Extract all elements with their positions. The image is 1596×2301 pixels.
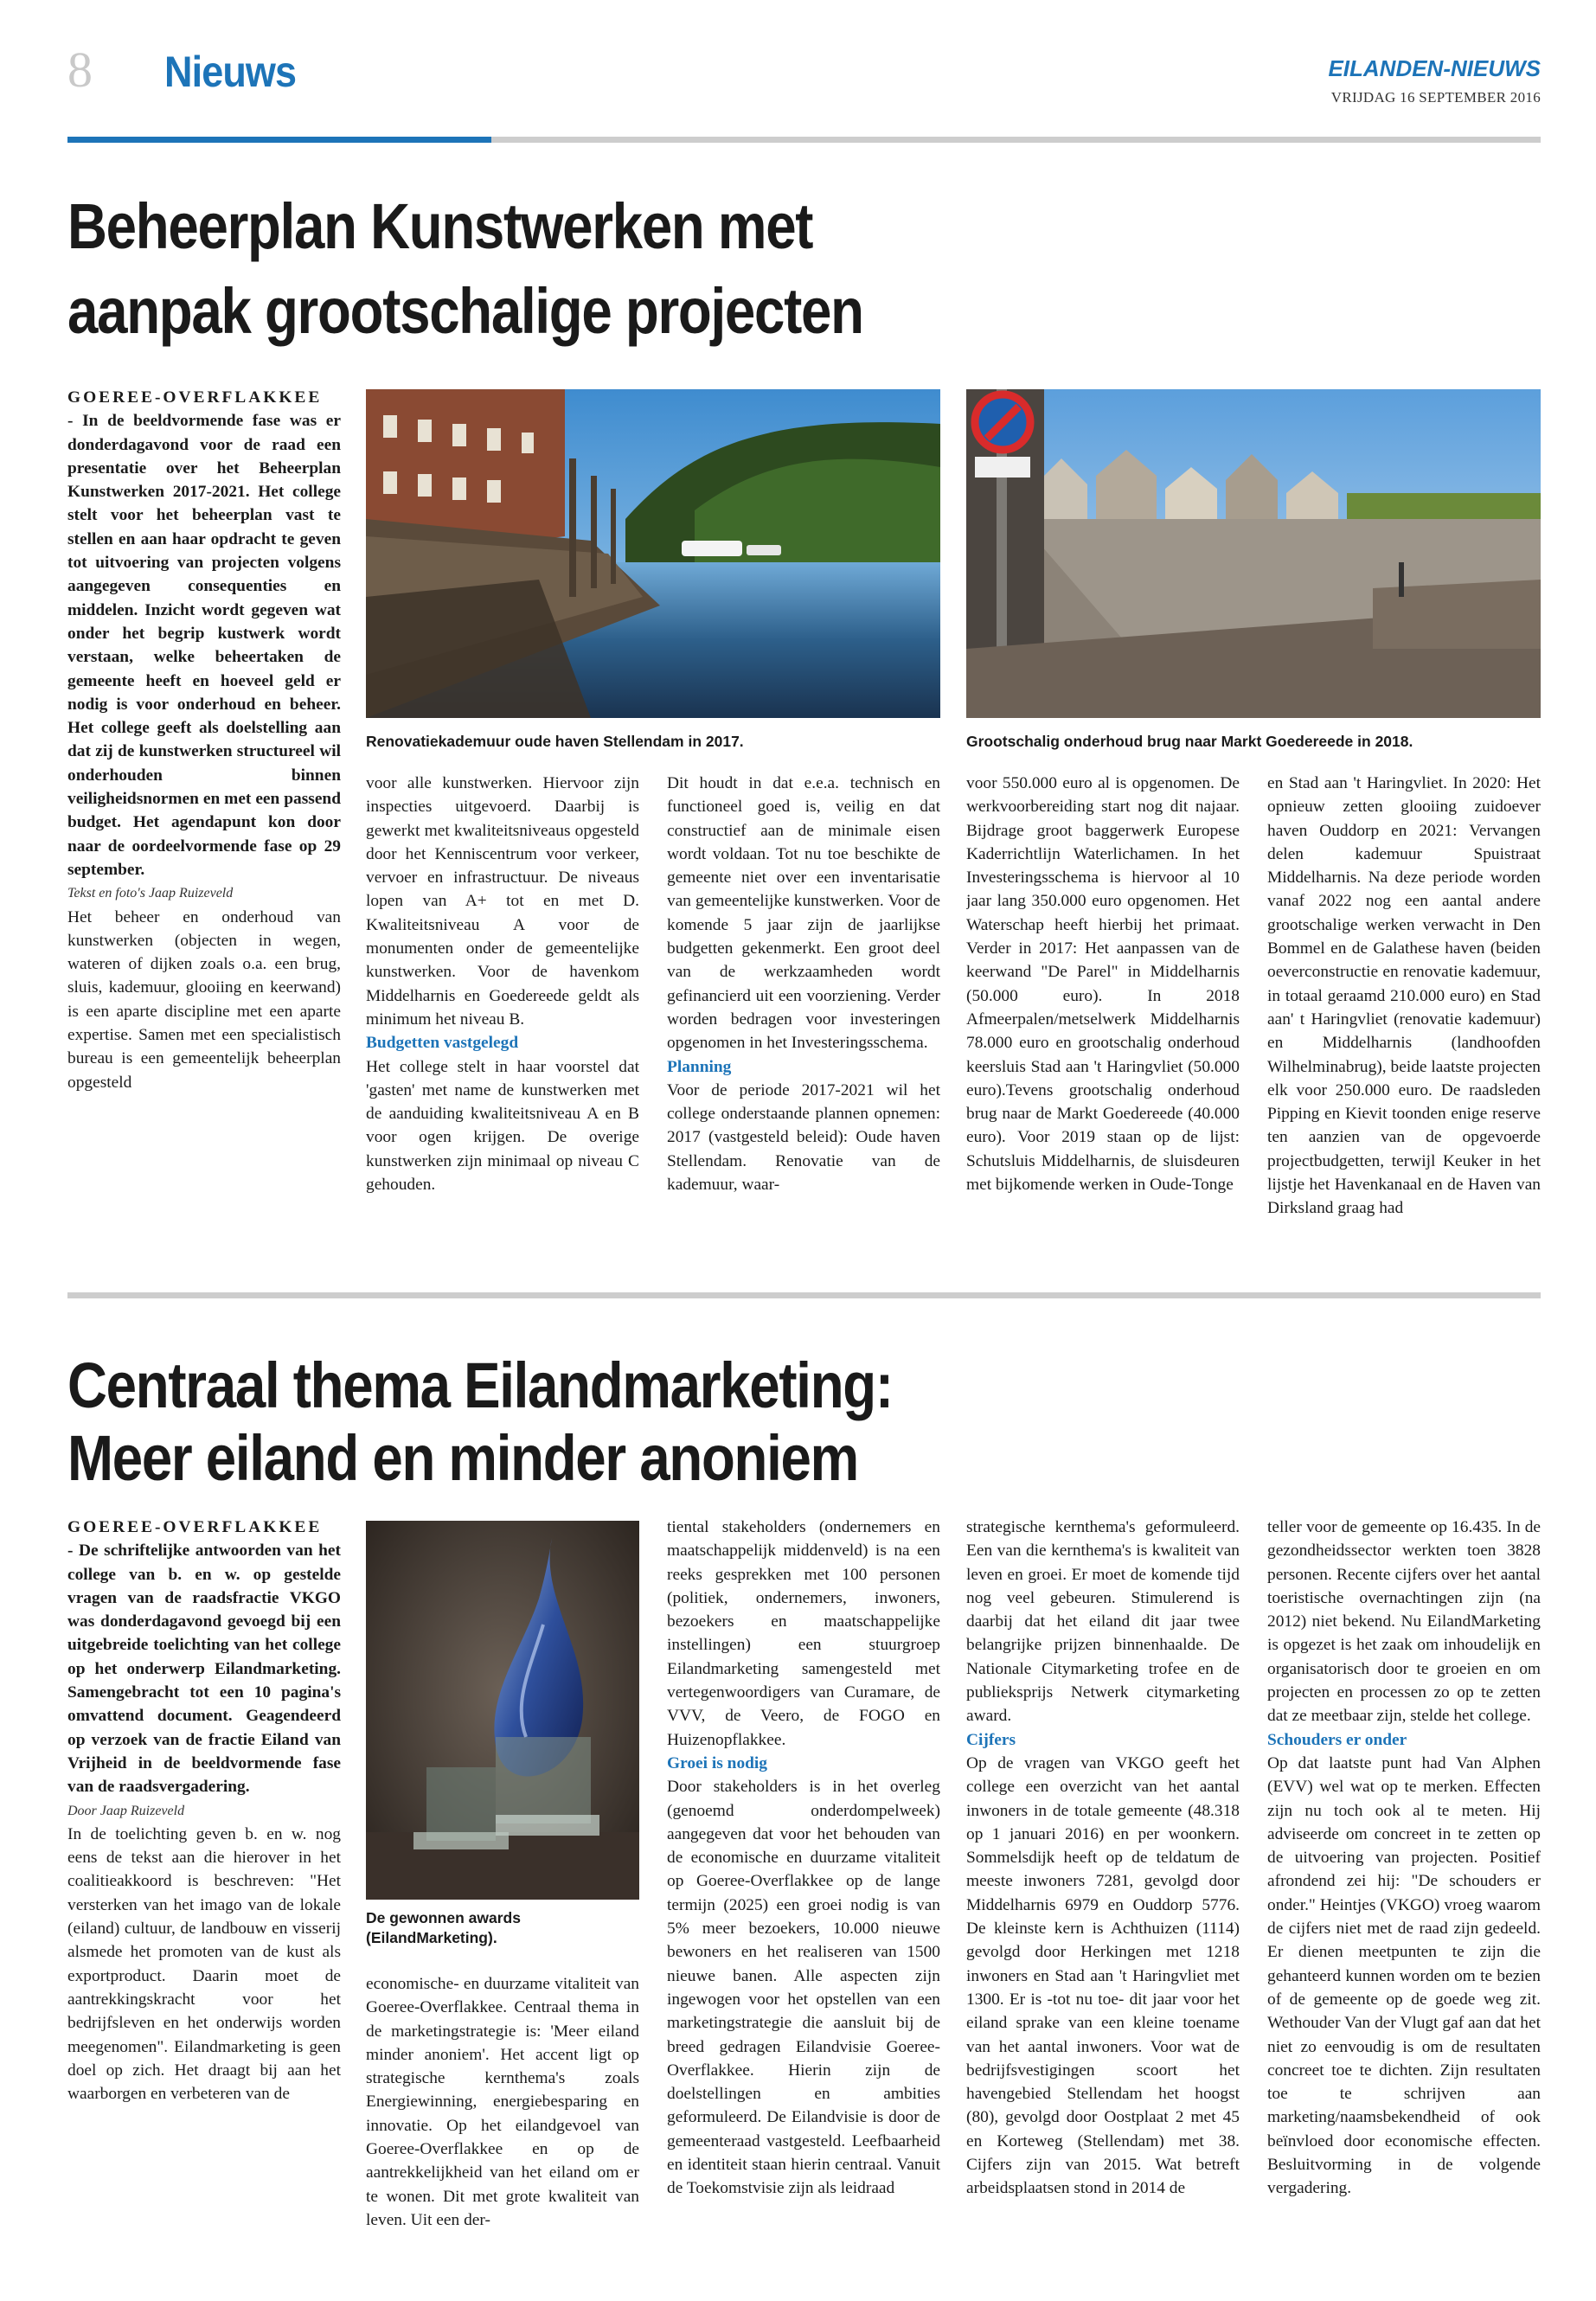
lead-paragraph: - In de beeldvormende fase was er donderdagavond voor de raad een presentatie over het Beheerplan Kunstwerken 2017-2021. Het college stelt voor het beheerplan vast te stellen en aan haar opdracht te geven tot uitvoering van projecten volgens aangegeven consequenties en middelen. Inzicht wordt gegeven wat onder het begrip kustwerk wordt verstaan, welke beheertaken de gemeente heeft en hoeveel geld er nodig is voor onderhoud en beheer. Het college geeft als doelstelling aan dat zij de kunstwerken structureel wil onderhouden binnen veiligheidsnormen en met een passend budget. Het agendapunt kon door naar de oordeelvormende fase op 29 september. (67, 412, 341, 879)
subheading-planning: Planning (667, 1057, 732, 1076)
issue-date: VRIJDAG 16 SEPTEMBER 2016 (1330, 89, 1541, 106)
body-paragraph: tiental stakeholders (ondernemers en maatschappelijk middenveld) is na een reeks gesprekken met 100 personen (politiek, ondernemers, inwoners, bezoekers en maatschappelijke instellingen) een stuurgroep Eilandmarketing samengesteld met vertegenwoordigers van Curamare, de VVV, de Veero, de FOGO en Huizenopflakkee. (667, 1518, 940, 1749)
body-paragraph: economische- en duurzame vitaliteit van Goeree-Overflakkee. Centraal thema in de marketingstrategie is: 'Meer eiland minder anoniem'. Het accent ligt op strategische kernthema's zoals Energiewinning, energiebesparing en innovatie. Op het eilandgevoel van Goeree-Overflakkee en op de aantrekkelijkheid van het eiland om er te wonen. Dit met grote kwaliteit van leven. Uit een der- (366, 1975, 639, 2229)
headline-line1: Centraal thema Eilandmarketing: (67, 1349, 893, 1421)
article2-column-3 (667, 1516, 940, 2268)
body-paragraph: Door stakeholders is in het overleg (genoemd onderdompelweek) aangegeven dat voor het behouden van de economische en duurzame vitaliteit op Goeree-Overflakkee op de lange termijn (2025) een groei nodig is van 5% meer bezoekers, 10.000 nieuwe bewoners en het realiseren van 1500 nieuwe banen. Alle aspecten zijn ingewogen voor het opstellen van een marketingstrategie die aansluit bij de breed gedragen Eilandvisie Goeree-Overflakkee. Hierin zijn de doelstellingen en ambities geformuleerd. De Eilandvisie is door de gemeenteraad vastgesteld. Leefbaarheid en identiteit staan hierin centraal. Vanuit de Toekomstvisie zijn als leidraad (667, 1778, 940, 2198)
article1-column-1 (67, 386, 341, 1254)
body-paragraph: strategische kernthema's geformuleerd. Een van die kernthema's is kwaliteit van leven en groei. Er moet de komende tijd nog veel gebeuren. Stimulerend is daarbij dat het eiland dit jaar twee belangrijke prijzen binnenhaalde. De Nationale Citymarketing trofee en de publieksprijs Netwerk citymarketing award. (966, 1518, 1240, 1726)
body-paragraph: voor alle kunstwerken. Hiervoor zijn inspecties uitgevoerd. Daarbij is gewerkt met kwaliteitsniveaus opgesteld door het Kenniscentrum voor verkeer, vervoer en infrastructuur. De niveaus lopen van A+ tot en met D. Kwaliteitsniveau A voor de monumenten onder de gemeentelijke kunstwerken. Voor de havenkom Middelharnis en Goedereede geldt als minimum het niveau B. (366, 774, 639, 1029)
dateline: GOEREE-OVERFLAKKEE (67, 1518, 323, 1536)
article1-column-3 (667, 772, 940, 1256)
article2-column-4 (966, 1516, 1240, 2268)
subheading-schouders: Schouders er onder (1267, 1730, 1407, 1749)
body-paragraph: In de toelichting geven b. en w. nog eens de tekst aan die hierover in het coalitieakkoord is beschreven: "Het versterken van het imago van de lokale (eiland) cultuur, de landbouw en visserij alsmede het promoten van de kust als exportproduct. Daarin moet de aantrekkingskracht voor het bedrijfsleven en het onderwijs worden meegenomen". Eilandmarketing is geen doel op zich. Het draagt bij aan het waarborgen en verbeteren van de (67, 1824, 341, 2104)
article1-column-4 (966, 772, 1240, 1256)
subheading-budgetten: Budgetten vastgelegd (366, 1034, 519, 1053)
article2-column-5 (1267, 1516, 1541, 2268)
headline-line1: Beheerplan Kunstwerken met (67, 190, 813, 262)
photo-stellendam-harbour (366, 389, 940, 718)
section-title: Nieuws (164, 48, 297, 96)
body-paragraph: Op dat laatste punt had Van Alphen (EVV) wel wat op te merken. Effecten zijn nu toch ook al te meten. Hij adviseerde om concreet in te zetten op de uitvoering van projecten. Positief afrondend zei hij: "De schouders er onder." Heintjes (VKGO) vroeg waarom de cijfers niet met de raad zijn gedeeld. Er dienen meetpunten te zijn die gehanteerd kunnen worden om te bezien of de gemeente op de goede weg zit. Wethouder Van der Vlugt gaf aan dat het niet zo eenvoudig is om de resultaten concreet toe te dichten. Zijn resultaten toe te schrijven aan marketing/naamsbekendheid of ook beïnvloed door economische effecten. Besluitvorming in de volgende vergadering. (1267, 1753, 1541, 2198)
masthead-logo: EILANDEN-NIEUWS (1328, 55, 1541, 81)
photo-awards-caption: De gewonnen awards (EilandMarketing). (366, 1909, 521, 1946)
byline: Tekst en foto's Jaap Ruizeveld (67, 886, 234, 901)
header-rule-accent (67, 137, 491, 143)
headline-line2: aanpak grootschalige projecten (67, 275, 863, 347)
article1-column-5 (1267, 772, 1541, 1256)
photo2-caption: Grootschalig onderhoud brug naar Markt Goedereede in 2018. (966, 733, 1413, 750)
photo1-caption: Renovatiekademuur oude haven Stellendam in 2017. (366, 733, 744, 750)
body-paragraph: Het college stelt in haar voorstel dat 'gasten' met name de kunstwerken met de aanduiding kwaliteitsniveau A en B voor ogen krijgen. De overige kunstwerken zijn minimaal op niveau C gehouden. (366, 1057, 639, 1195)
body-paragraph: en Stad aan 't Haringvliet. In 2020: Het opnieuw zetten glooiing zuidoever haven Ouddorp en 2021: Vervangen delen kademuur Spuistraat Middelharnis. Na deze periode worden vanaf 2022 nog een aantal andere grootschalige werken verwacht in Den Bommel en de Galathese haven (beiden oeverconstructie en renovatie kademuur, in totaal geraamd 210.000 euro) en Stad aan' t Haringvliet (renovatie kademuur) en Middelharnis (landhoofden Wilhelminabrug), beide laatste projecten elk voor 250.000 euro. De raadsleden Pipping en Kievit toonden enige reserve ten aanzien van de opgevoerde projectbudgetten, terwijl Keuker in het lijstje het Havenkanaal en de Haven van Dirksland graag had (1267, 774, 1541, 1218)
body-paragraph: Het beheer en onderhoud van kunstwerken (objecten in wegen, wateren of dijken zoals o.a. een brug, sluis, kademuur, glooiing en keerwand) is een aparte discipline met een aparte expertise. Samen met een specialistisch bureau is een gemeentelijk beheerplan opgesteld (67, 907, 341, 1092)
article2-column-1 (67, 1516, 341, 2268)
body-paragraph: Voor de periode 2017-2021 wil het college onderstaande plannen opnemen: 2017 (vastgesteld beleid): Oude haven Stellendam. Renovatie van de kademuur, waar- (667, 1080, 940, 1195)
body-paragraph: Op de vragen van VKGO geeft het college een overzicht van het aantal inwoners in de totale gemeente (48.318 op 1 januari 2016) en per woonkern. Sommelsdijk heeft op de teldatum de meeste inwoners 7281, gevolgd door Middelharnis 6979 en Ouddorp 5776. De kleinste kern is Achthuizen (1114) gevolgd door Herkingen met 1218 inwoners en Stad aan 't Haringvliet met 1300. Er is -tot nu toe- dit jaar voor het eiland sprake van een kleine toename van het aantal inwoners. Voor wat de bedrijfsvestigingen scoort het havengebied Stellendam het hoogst (80), gevolgd door Oostplaat 2 met 45 en Korteweg (Stellendam) met 38. Cijfers zijn van 2015. Wat betreft arbeidsplaatsen stond in 2014 de (966, 1753, 1240, 2198)
lead-paragraph: - De schriftelijke antwoorden van het college van b. en w. op gestelde vragen van de raadsfractie VKGO was donderdagavond gevoegd bij een uitgebreide toelichting van het college op het onderwerp Eilandmarketing. Samengebracht tot een 10 pagina's omvattend document. Geagendeerd op verzoek van de fractie Eiland van Vrijheid in de beeldvormende fase van de raadsvergadering. (67, 1541, 341, 1797)
subheading-groei: Groei is nodig (667, 1753, 768, 1772)
page-number: 8 (67, 42, 93, 98)
dateline: GOEREE-OVERFLAKKEE (67, 388, 323, 407)
photo-awards (366, 1521, 639, 1900)
article-divider (67, 1292, 1541, 1298)
article2-column-2 (366, 1972, 639, 2266)
body-paragraph: Dit houdt in dat e.e.a. technisch en functioneel goed is, veilig en dat constructief aan de minimale eisen wordt voldaan. Tot nu toe beschikte de gemeente niet over een inventarisatie van gemeentelijke kunstwerken. Voor de komende 5 jaar zijn de jaarlijkse budgetten gekenmerkt. Een groot deel van de werkzaamheden wordt gefinancierd uit een voorziening. Verder worden bedragen voor investeringen opgenomen in het Investeringsschema. (667, 774, 940, 1053)
headline-line2: Meer eiland en minder anoniem (67, 1422, 858, 1494)
byline: Door Jaap Ruizeveld (67, 1803, 185, 1818)
article1-column-2 (366, 772, 639, 1256)
subheading-cijfers: Cijfers (966, 1730, 1016, 1749)
body-paragraph: teller voor de gemeente op 16.435. In de gezondheidssector werkten toen 3828 personen. Recente cijfers over het aantal toeristische overnachtingen zijn (na 2012) niet bekend. Nu EilandMarketing is opgezet is het zaak om inhoudelijk en organisatorisch door te groeien en om projecten en processen zo op te zetten dat ze meetbaar zijn, stelde het college. (1267, 1518, 1541, 1726)
photo-goedereede-bridge (966, 389, 1541, 718)
body-paragraph: voor 550.000 euro al is opgenomen. De werkvoorbereiding start nog dit najaar. Bijdrage groot baggerwerk Europese Kaderrichtlijn Waterlichamen. In het Investeringsschema is hiervoor al 10 jaar lang 350.000 euro opgenomen. Het Waterschap heeft hierbij het primaat. Verder in 2017: Het aanpassen van de keerwand "De Parel" in Middelharnis (50.000 euro). In 2018 Afmeerpalen/metselwerk Middelharnis 78.000 euro en grootschalig onderhoud keersluis Stad aan 't Haringvliet (50.000 euro).Tevens grootschalig onderhoud brug naar de Markt Goedereede (40.000 euro). Voor 2019 staan op de lijst: Schutsluis Middelharnis, de sluisdeuren met bijkomende werken in Oude-Tonge (966, 774, 1240, 1195)
